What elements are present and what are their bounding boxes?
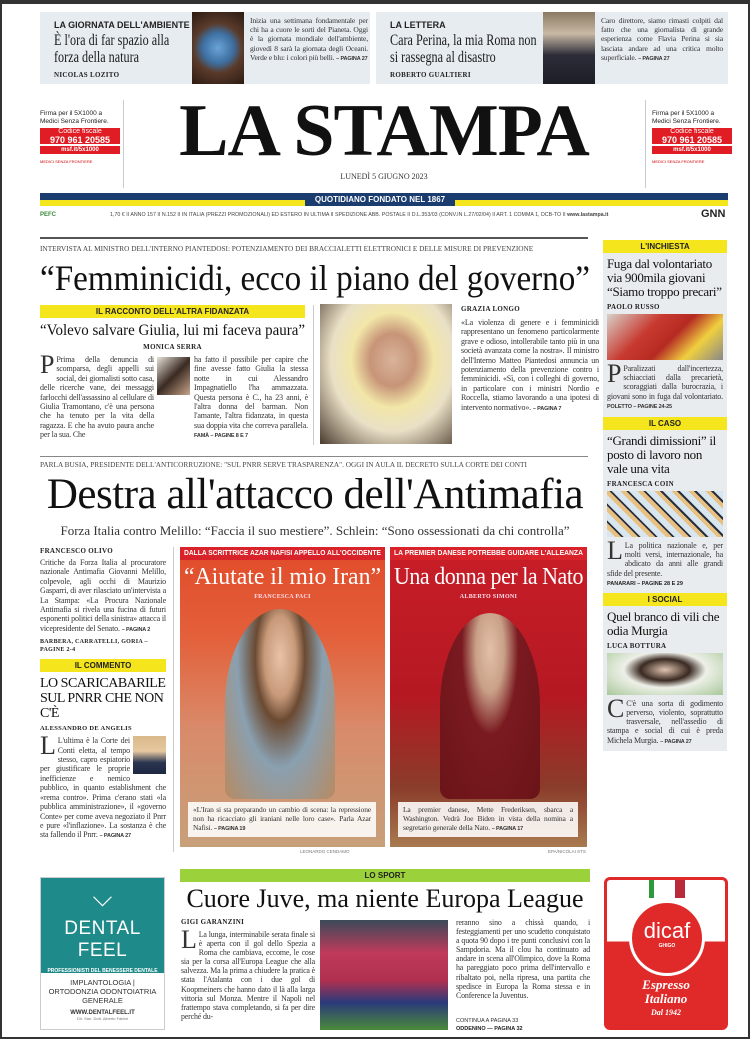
msf-ad-right[interactable] xyxy=(652,110,732,166)
second-headline[interactable]: Destra all'attacco dell'Antimafia xyxy=(46,471,584,518)
feature-nato[interactable] xyxy=(390,547,587,847)
msf-link: msf.it/5x1000 xyxy=(40,146,120,154)
volunteers-photo xyxy=(607,314,723,360)
second-headline-box[interactable] xyxy=(40,471,590,519)
divider xyxy=(645,100,646,188)
second-authors: BARBERA, CARRATELLI, GORIA – PAGINE 2-4 xyxy=(40,639,148,654)
feature-page: – PAGINA 19 xyxy=(213,826,246,832)
msf-line2: Medici Senza Frontiere. xyxy=(40,118,109,125)
teaser-headline: Cara Perina, la mia Roma non si rassegna al disastro xyxy=(390,32,537,66)
divider xyxy=(313,305,314,445)
section-label: I SOCIAL xyxy=(603,593,727,606)
sidebar-social[interactable]: I SOCIAL Quel branco di vili che odia Murgia LUCA BOTTURA C C'è una sorta di godimento perverso, violento, soprattutto trasversale, nell'assedio di stampa e social di cui è preda Michela Murgia. – PAGINA 27 xyxy=(603,593,727,747)
divider xyxy=(173,547,174,852)
dicaf-line2: Italiano xyxy=(644,991,688,1006)
info-line-box xyxy=(110,212,695,219)
teaser-kicker: LA GIORNATA DELL'AMBIENTE xyxy=(54,20,190,30)
sidebar-page: – PAGINA 27 xyxy=(660,738,692,745)
murgia-photo xyxy=(607,653,723,695)
side-text-2: ha fatto il possibile per capire che fine avesse fatto Giulia la stessa notte in cui Alessandro Impagnatiello l'ha ammazzata. Questa persona è C., ha 23 anni, è l'altra donna del barman. Non l'amante, l'altra fidanzata, in questa sua doppia vita che correva parallela. xyxy=(194,355,308,430)
dicaf-logo xyxy=(629,900,705,976)
masthead-title: LA STAMPA xyxy=(179,90,589,172)
nafisi-photo xyxy=(225,609,335,799)
gnn-logo: GNN xyxy=(701,208,726,220)
dicaf-since: Dal 1942 xyxy=(651,1008,681,1017)
dicaf-sub: GHIGO xyxy=(658,943,676,949)
msf-cf-label: Codice fiscale xyxy=(670,128,714,135)
teaser-byline: NICOLAS LOZITO xyxy=(54,71,120,79)
feature-page: – PAGINA 17 xyxy=(491,826,524,832)
info-line: 1,70 € II ANNO 157 II N.152 II IN ITALIA (PREZZI PROMOZIONALI) ED ESTERO IN ULTIMA II SPEDIZIONE ABB. POSTALE II D.L.353/03 (CONV.IN L.27/02/04) II ART. 1 COMMA 1, DCB-TO II xyxy=(110,212,566,218)
teaser-text: Caro direttore, siamo rimasti colpiti dal fatto che una giornalista di grande esperienza come Flavia Perina si sia lasciata andare ad una critica molto superficiale. xyxy=(601,16,723,62)
sidebar-text: La politica nazionale e, per molti versi, internazionale, ha abdicato da anni alle grandi sfide del presente. xyxy=(607,541,723,578)
sport-byline: GIGI GARANZINI xyxy=(181,918,245,926)
msf-line2: Medici Senza Frontiere. xyxy=(652,118,721,125)
masthead-title-box xyxy=(134,90,634,172)
feature-headline: “Aiutate il mio Iran” xyxy=(184,564,381,590)
msf-line1: Firma per il 5X1000 a xyxy=(40,110,103,117)
lead-headline[interactable]: “Femminicidi, ecco il piano del governo” xyxy=(40,258,590,298)
feature-label-box xyxy=(180,547,385,560)
photo-credit: LEONARDO CENDAMO xyxy=(300,849,350,854)
section-label: IL CASO xyxy=(603,417,727,430)
teaser-ambiente[interactable] xyxy=(40,12,370,84)
msf-logo: MEDICI SENZA FRONTIERE xyxy=(652,159,705,164)
workers-photo xyxy=(607,491,723,537)
feature-headline-box xyxy=(184,563,381,591)
msf-cf-label: Codice fiscale xyxy=(58,128,102,135)
sport-page: ODDENINO — PAGINA 32 xyxy=(456,1026,523,1032)
sidebar xyxy=(603,240,727,751)
founded-label: QUOTIDIANO FONDATO NEL 1867 xyxy=(305,193,455,206)
earth-photo xyxy=(192,12,244,84)
teaser-lettera[interactable] xyxy=(376,12,728,84)
dental-tagline: PROFESSIONISTI DEL BENESSERE DENTALE xyxy=(47,968,158,974)
teaser-page: – PAGINA 27 xyxy=(638,55,670,62)
flag-icon xyxy=(649,880,659,898)
sport-headline[interactable]: Cuore Juve, ma niente Europa League xyxy=(186,884,584,913)
teaser-text: Inizia una settimana fondamentale per chi ha a cuore le sorti del Pianeta. Oggi è la giornata mondiale dell'ambiente, giovedì 8 sarà la giornata degli Oceani. Verde e blu: i colori più belli. xyxy=(250,16,368,62)
section-label: L'INCHIESTA xyxy=(603,240,727,253)
flag-icon xyxy=(675,880,685,898)
left-column: FRANCESCO OLIVO Critiche da Forza Italia al procuratore nazionale Antimafia Giovanni Melillo, colpevole, agli occhi di Maurizio Gasparri, di aver rilasciato un'intervista a La Stampa: «La Procura Nazionale Antimafia si rivela una fucina di futuri esponenti politici della sinistra» attacca il vicepresidente del Senato. – PAGINA 2 BARBERA, CARRATELLI, GORIA – PAGINE 2-4 IL COMMENTO LO SCARICABARILE SUL PNRR CHE NON C'È ALESSANDRO DE ANGELIS L L'ultima è la Corte dei Conti eletta, al tempo stesso, capro espiatorio per giustificare le proprie inefficienze e nemico pubblico, in quanto establishment che «rema contro». Prima c'erano stati «la pubblica amministrazione», il «governo Conte» per come aveva negoziato il Pnrr e pure «l'inflazione». La sostanza è che sta fallendo il Pnrr. – PAGINA 27 xyxy=(40,547,166,840)
msf-cf: 970 961 20585 xyxy=(49,135,111,145)
msf-link: msf.it/5x1000 xyxy=(652,146,732,154)
teaser-byline: ROBERTO GUALTIERI xyxy=(390,71,471,79)
sidebar-caso[interactable]: IL CASO “Grandi dimissioni” il posto di lavoro non vale una vita FRANCESCA COIN L La politica nazionale e, per molti versi, internazionale, ha abdicato da anni alle grandi sfide del presente. PANARARI – PAGINE 28 E 29 xyxy=(603,417,727,588)
comment-headline[interactable]: LO SCARICABARILE SUL PNRR CHE NON C'È xyxy=(40,676,166,722)
feature-headline-box xyxy=(394,563,583,591)
dental-services: IMPLANTOLOGIA | ORTODONZIA ODONTOIATRIA GENERALE xyxy=(48,978,157,1005)
second-kicker: PARLA BUSIA, PRESIDENTE DELL'ANTICORRUZIONE: "SUL PNRR SERVE TRASPARENZA". OGGI IN AULA IL DECRETO SULLA CORTE DEI CONTI xyxy=(40,460,527,469)
feature-headline: Una donna per la Nato xyxy=(394,564,583,590)
lead-kicker-box xyxy=(40,244,590,253)
dental-director: Dir. San. Dott. Alberto Fabbri xyxy=(77,1016,128,1021)
rule xyxy=(40,237,588,239)
teaser-headline: È l'ora di far spazio alla forza della natura xyxy=(54,32,170,66)
photo-credit: EPA/NICOLAI STS xyxy=(548,849,586,854)
sidebar-text: Paralizzati dall'incertezza, schiacciati dalla precarietà, scoraggiati dalla burocrazia, i giovani sono in fuga dal volontariato. xyxy=(607,364,723,401)
site-url[interactable]: www.lastampa.it xyxy=(567,212,609,218)
section-label: IL RACCONTO DELL'ALTRA FIDANZATA xyxy=(40,305,305,318)
second-subhead-box xyxy=(40,523,590,539)
feature-label-box xyxy=(390,547,587,560)
lead-byline: GRAZIA LONGO xyxy=(461,305,521,313)
giulia-photo xyxy=(320,304,452,444)
section-label: LO SPORT xyxy=(180,869,590,882)
teaser-page: – PAGINA 27 xyxy=(336,55,368,62)
masthead-date: LUNEDÌ 5 GIUGNO 2023 xyxy=(340,172,428,181)
dicaf-line1: Espresso xyxy=(642,977,690,992)
dicaf-ad[interactable] xyxy=(604,877,728,1030)
feature-nafisi[interactable] xyxy=(180,547,385,847)
pefc-logo: PEFC xyxy=(40,212,57,218)
sidebar-page: POLETTO – PAGINE 24-25 xyxy=(607,403,672,410)
sidebar-byline: FRANCESCA COIN xyxy=(607,480,675,489)
sidebar-byline: LUCA BOTTURA xyxy=(607,641,667,650)
side-headline-box[interactable] xyxy=(40,322,305,340)
section-label: IL COMMENTO xyxy=(40,659,166,672)
dicaf-brand: dicaf xyxy=(643,918,691,943)
juve-photo xyxy=(320,920,448,1030)
sport-text-1: La lunga, interminabile serata finale si è aperta con il gol dello Spezia a Roma che cambiava, eccome, le cose sia per la corsa all'Europa League che alla salvezza. Ma la prima a chiudere la pratica è stata l'Atalanta con i due gol di Koopmeiners che hanno dato il là alla larga vittoria sul Monza. Mentre il Napoli nel frattempo stava completando, si fa per dire perché du- xyxy=(181,930,315,1021)
second-text: Critiche da Forza Italia al procuratore nazionale Antimafia Giovanni Melillo, colpevole, agli occhi di Maurizio Gasparri, di aver rilasciato un'intervista a La Stampa: «La Procura Nazionale Antimafia si rivela una fucina di futuri esponenti politici della sinistra» attacca il vicepresidente del Senato. xyxy=(40,558,166,633)
sidebar-headline: “Grandi dimissioni” il posto di lavoro non vale una vita xyxy=(607,433,716,477)
sidebar-page: PANARARI – PAGINE 28 E 29 xyxy=(607,580,683,587)
comment-text: L'ultima è la Corte dei Conti eletta, al tempo stesso, capro espiatorio per giustificare le proprie inefficienze e nemico pubblico, in quanto establishment che «rema contro». Prima c'erano stati «la pubblica amministrazione», il «governo Conte» per come aveva negoziato il Pnrr e pure «l'inflazione». La sostanza è che sta fallendo il Pnrr. xyxy=(40,736,166,840)
second-byline: FRANCESCO OLIVO xyxy=(40,547,114,555)
dental-brand: DENTAL FEEL xyxy=(64,918,141,961)
comment-page: – PAGINA 27 xyxy=(99,833,131,840)
sport-text-2: reranno sino a chissà quando, i festeggiamenti per uno scudetto conquistato a quota 90 dopo i tre punti conclusivi con la Sampdoria. Ma il clou ha continuato ad andare in scena all'Olimpico, dove la Roma ha pareggiato poco prima dell'intervallo e ribaltato poi, nella ripresa, una partita che spedisce in Europa la Roma stessa e in Conference la Juventus. xyxy=(456,918,590,1000)
sidebar-headline: Quel branco di vili che odia Murgia xyxy=(607,608,720,638)
sidebar-text: C'è una sorta di godimento perverso, violento, soprattutto trasversale, nell'assedio di stampa e social di cui è preda Michela Murgia. xyxy=(607,698,723,745)
msf-logo: MEDICI SENZA FRONTIERE xyxy=(40,159,93,164)
comment-byline: ALESSANDRO DE ANGELIS xyxy=(40,725,132,733)
side-byline: MONICA SERRA xyxy=(143,343,202,351)
sport-headline-box[interactable] xyxy=(180,884,590,914)
lead-text: «La violenza di genere e i femminicidi rappresentano un fenomeno particolarmente grave e odioso, intollerabile tanto più in una società avanzata come la nostra». Il ministro dell'Interno Matteo Piantedosi annuncia un potenziamento della prevenzione contro i femminicidi. «Sì, con i colleghi di governo, in particolare con i ministri Nordio e Roccella, stiamo lavorando a una ipotesi di intervento normativo». xyxy=(461,318,599,412)
feature-byline: FRANCESCA PACI xyxy=(254,594,311,600)
sidebar-headline: Fuga dal volontariato via 900mila giovani “Siamo troppo precari” xyxy=(607,256,722,299)
sport-continue: CONTINUA A PAGINA 33 xyxy=(456,1018,519,1024)
woman-photo xyxy=(157,357,190,395)
second-kicker-box xyxy=(40,460,590,469)
sidebar-inchiesta[interactable]: L'INCHIESTA Fuga dal volontariato via 900mila giovani “Siamo troppo precari” PAOLO RUSSO P Paralizzati dall'incertezza, schiacciati dalla precarietà, scoraggiati dalla burocrazia, i giovani sono in fuga dal volontariato. POLETTO – PAGINE 24-25 xyxy=(603,240,727,412)
gualtieri-photo xyxy=(543,12,595,84)
lead-kicker: INTERVISTA AL MINISTRO DELL'INTERNO PIANTEDOSI: POTENZIAMENTO DEI BRACCIALETTI ELETTRONICI E DELLE MISURE DI PREVENZIONE xyxy=(40,244,534,253)
second-subhead: Forza Italia contro Melillo: “Faccia il suo mestiere”. Schlein: “Sono ossessionati da chi controlla” xyxy=(60,523,570,538)
feature-text: La premier danese, Mette Frederiksen, sbarca a Washington. Vedrà Joe Biden in vista della nomina a segretario generale della Nato. xyxy=(403,805,573,832)
lead-page: – PAGINA 7 xyxy=(532,405,562,412)
side-page: FAMÀ – PAGINE 8 E 7 xyxy=(194,433,248,440)
tooth-icon: ⌵ xyxy=(92,882,113,912)
msf-line1: Firma per il 5X1000 a xyxy=(652,110,715,117)
sidebar-byline: PAOLO RUSSO xyxy=(607,303,660,311)
teaser-kicker: LA LETTERA xyxy=(390,20,446,30)
feature-label: LA PREMIER DANESE POTREBBE GUIDARE L'ALLEANZA xyxy=(394,550,583,557)
feature-byline: ALBERTO SIMONI xyxy=(459,594,518,600)
second-page: – PAGINA 2 xyxy=(121,626,151,633)
msf-cf: 970 961 20585 xyxy=(661,135,723,145)
side-text-1: Prima della denuncia di scomparsa, degli appelli sui social, dei giornalisti sotto casa, delle ricerche vane, dei messaggi farlocchi dell'assassino al cellulare di Giulia Tramontano, c'è una persona che ha tenuto per la vita della ragazza. E che ha avuto paura anche per la sua. Che xyxy=(40,355,154,440)
deangelis-photo xyxy=(133,736,166,774)
side-headline[interactable]: “Volevo salvare Giulia, lui mi faceva paura” xyxy=(40,322,305,339)
dental-url[interactable]: WWW.DENTALFEEL.IT xyxy=(70,1010,135,1016)
feature-label: DALLA SCRITTRICE AZAR NAFISI APPELLO ALL'OCCIDENTE xyxy=(184,550,381,557)
feature-text: «L'Iran si sta preparando un cambio di scena: la repressione non ha ricacciato gli iraniani nelle loro case». Parla Azar Nafisi. xyxy=(193,805,371,832)
rule xyxy=(40,456,588,457)
msf-ad-left[interactable] xyxy=(40,110,120,166)
lead-headline-box[interactable] xyxy=(40,258,590,298)
frederiksen-photo xyxy=(440,613,540,799)
dental-feel-ad[interactable] xyxy=(40,877,165,1030)
